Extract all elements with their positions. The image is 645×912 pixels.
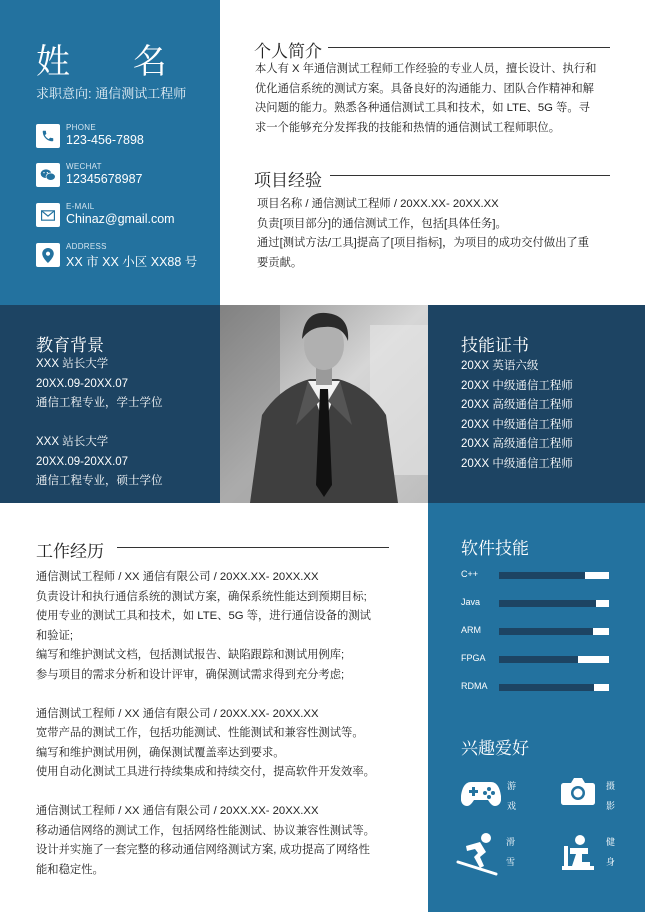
job-intent: 求职意向: 通信测试工程师: [36, 86, 187, 101]
skill-track: [499, 656, 609, 663]
software-title: 软件技能: [461, 539, 529, 559]
work-spacer: [36, 685, 406, 705]
phone-icon: [36, 124, 60, 148]
section-divider: [330, 175, 610, 176]
profile-photo: [220, 305, 428, 503]
profile-text: [255, 60, 620, 138]
work-line: 能和稳定性。: [36, 863, 104, 876]
contact-label: ADDRESS: [66, 242, 107, 251]
profile-line: 决问题的能力。熟悉各种通信测试工具和技术，如 LTE、5G 等。寻: [255, 102, 590, 114]
education-list: [36, 355, 163, 492]
contact-value: 12345678987: [66, 172, 143, 186]
skill-bar-fpga: [461, 653, 611, 667]
contact-value: 123-456-7898: [66, 133, 144, 147]
contact-label: WECHAT: [66, 162, 102, 171]
work-line: 编写和维护测试用例，确保测试覆盖率达到要求。: [36, 746, 285, 759]
work-line: 通信测试工程师 / XX 通信有限公司 / 20XX.XX- 20XX.XX: [36, 707, 319, 720]
certificate-item: 20XX 高级通信工程师: [461, 399, 573, 411]
work-line: 和验证;: [36, 629, 74, 642]
skill-bar-rdma: [461, 681, 611, 695]
hobby-label: 健身: [606, 837, 616, 867]
work-line: 参与项目的需求分析和设计评审，确保测试需求得到充分考虑;: [36, 668, 345, 681]
contact-email: [36, 203, 206, 231]
certificate-item: 20XX 英语六级: [461, 360, 539, 372]
skill-fill: [499, 572, 585, 579]
hobby-fitness: [560, 832, 640, 876]
skill-name: RDMA: [461, 681, 488, 691]
contact-label: E-MAIL: [66, 202, 95, 211]
profile-title: 个人简介: [254, 42, 322, 62]
skill-bar-java: [461, 597, 611, 611]
mail-icon: [36, 203, 60, 227]
skill-bar-cpp: [461, 569, 611, 583]
work-line: 通信测试工程师 / XX 通信有限公司 / 20XX.XX- 20XX.XX: [36, 571, 319, 583]
work-title: 工作经历: [36, 542, 104, 562]
contact-label: PHONE: [66, 123, 96, 132]
skill-fill: [499, 656, 578, 663]
skill-track: [499, 572, 609, 579]
skill-name: Java: [461, 597, 481, 607]
skill-name: FPGA: [461, 653, 486, 663]
project-line: 负责[项目部分]的通信测试工作，包括[具体任务]。: [257, 217, 507, 230]
location-icon: [36, 243, 60, 267]
profile-line: 求一个能够充分发挥我的技能和热情的通信测试工程师职位。: [255, 121, 561, 134]
contact-wechat: [36, 163, 206, 191]
person-name: 姓 名: [36, 42, 193, 82]
skill-name: ARM: [461, 625, 481, 635]
skill-bar-arm: [461, 625, 611, 639]
hobbies-title: 兴趣爱好: [461, 739, 529, 759]
skill-fill: [499, 600, 596, 607]
work-line: 移动通信网络的测试工作，包括网络性能测试、协议兼容性测试等。: [36, 824, 375, 837]
work-spacer: [36, 783, 406, 803]
hobby-label: 游戏: [507, 781, 517, 811]
work-line: 负责设计和执行通信系统的测试方案，确保系统性能达到预期目标;: [36, 590, 367, 603]
skill-fill: [499, 684, 594, 691]
skill-fill: [499, 628, 593, 635]
fitness-icon: [560, 834, 596, 877]
education-line: 20XX.09-20XX.07: [36, 377, 129, 390]
certificate-item: 20XX 高级通信工程师: [461, 438, 573, 450]
work-line: 使用专业的测试工具和技术，如 LTE、5G 等，进行通信设备的测试: [36, 610, 371, 622]
project-line: 要贡献。: [257, 256, 303, 269]
work-line: 通信测试工程师 / XX 通信有限公司 / 20XX.XX- 20XX.XX: [36, 805, 319, 817]
education-title: 教育背景: [36, 336, 104, 356]
camera-icon: [560, 776, 596, 811]
hobby-label: 滑雪: [506, 837, 516, 867]
project-line: 通过[测试方法/工具]提高了[项目指标]，为项目的成功交付做出了重: [257, 237, 590, 249]
education-line: XXX 站长大学: [36, 436, 109, 448]
gamepad-icon: [461, 778, 501, 813]
projects-text: [257, 195, 622, 273]
certificate-item: 20XX 中级通信工程师: [461, 379, 573, 392]
work-line: 设计并实施了一套完整的移动通信网络测试方案, 成功提高了网络性: [36, 844, 370, 856]
wechat-icon: [36, 163, 60, 187]
certificate-item: 20XX 中级通信工程师: [461, 418, 573, 431]
skiing-icon: [456, 832, 498, 881]
hobby-gaming: [461, 776, 541, 820]
section-divider: [117, 547, 389, 548]
work-text: [36, 568, 406, 880]
projects-title: 项目经验: [254, 171, 322, 191]
skill-name: C++: [461, 569, 479, 579]
certificate-item: 20XX 中级通信工程师: [461, 457, 573, 470]
work-line: 使用自动化测试工具进行持续集成和持续交付，提高软件开发效率。: [36, 766, 375, 778]
education-line: 通信工程专业，硕士学位: [36, 475, 163, 487]
contact-phone: [36, 124, 206, 152]
section-divider: [328, 47, 610, 48]
profile-line: 优化通信系统的测试方案。具备良好的沟通能力、团队合作精神和解: [255, 82, 594, 95]
contact-address: [36, 243, 206, 271]
hobby-label: 摄影: [606, 781, 616, 811]
work-line: 宽带产品的测试工作，包括功能测试、性能测试和兼容性测试等。: [36, 727, 364, 739]
hobby-photography: [560, 776, 640, 820]
profile-line: 本人有 X 年通信测试工程师工作经验的专业人员，擅长设计、执行和: [255, 63, 597, 75]
skill-track: [499, 628, 609, 635]
contact-value: XX 市 XX 小区 XX88 号: [66, 255, 198, 269]
certificates-list: [461, 357, 573, 474]
work-line: 编写和维护测试文档，包括测试报告、缺陷跟踪和测试用例库;: [36, 649, 345, 661]
certificates-title: 技能证书: [461, 336, 529, 356]
contact-value: Chinaz@gmail.com: [66, 212, 175, 226]
skill-track: [499, 684, 609, 691]
education-line: 通信工程专业，学士学位: [36, 397, 163, 409]
education-line: 20XX.09-20XX.07: [36, 455, 129, 468]
skill-track: [499, 600, 609, 607]
hobby-skiing: [456, 832, 536, 876]
education-line: XXX 站长大学: [36, 358, 109, 370]
project-line: 项目名称 / 通信测试工程师 / 20XX.XX- 20XX.XX: [257, 198, 499, 210]
education-spacer: [36, 414, 163, 434]
